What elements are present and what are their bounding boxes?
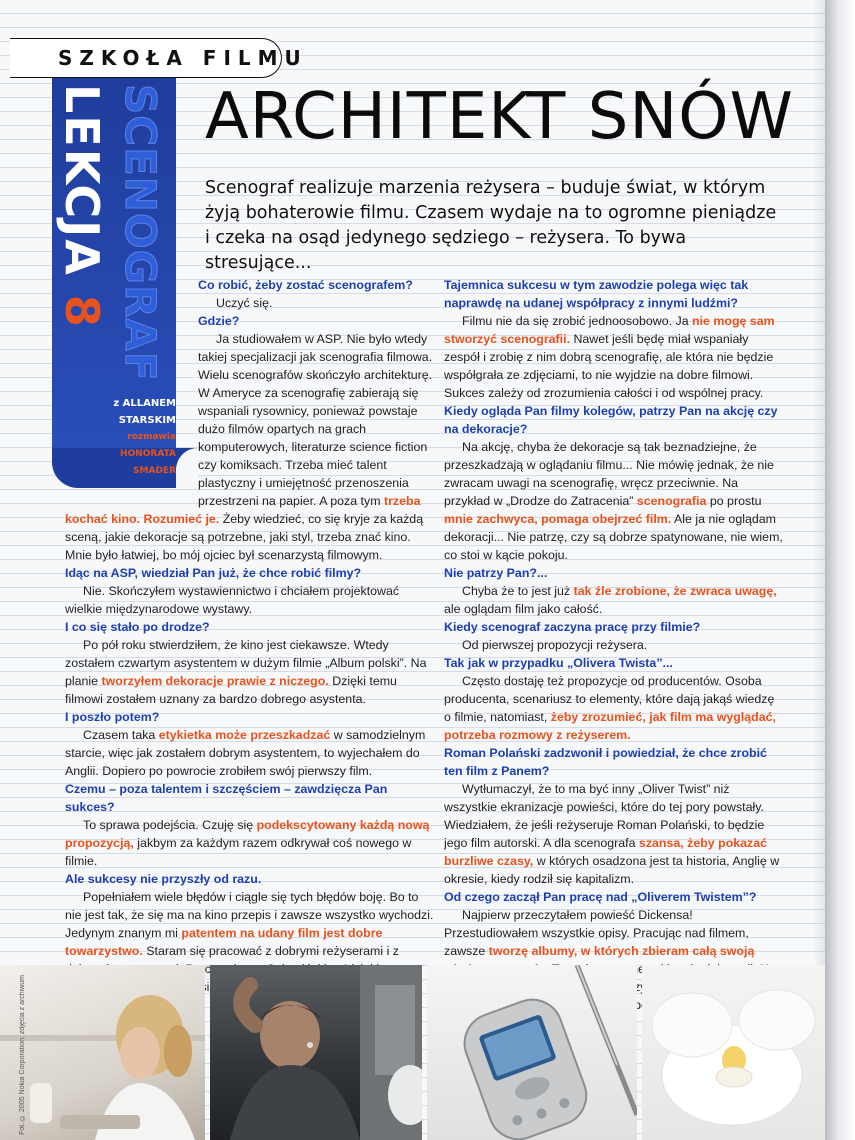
highlight-text: tworzę albumy, w których zbieram całą swoją [488,944,755,958]
interview-question [444,618,784,636]
highlight-text: patentem na udany film jest dobre towarzystwo. [65,926,383,958]
body-text: Staram się pracować z dobrymi reżyserami i z [146,944,399,958]
photo-man-illustration [210,965,422,1140]
body-text: Po pół roku stwierdziłem, że kino jest ciekawsze. Wtedy zostałem czwartym asystentem w dużym filmie „Album polski”. Na planie [65,638,427,688]
photo-phone [427,965,637,1140]
lead-paragraph: Scenograf realizuje marzenia reżysera – buduje świat, w którym żyją bohaterowie filmu. Czasem wydaje na to ogromne pieniądze i czeka na osąd jedynego sędziego – reżysera. To bywa stresujące... [205,178,777,273]
interview-question [444,276,784,312]
body-text: Gdzie? [198,314,240,328]
interview-answer [65,726,434,780]
body-text: Czasem taka [83,728,159,742]
highlight-text: nie mogę sam stworzyć scenografii. [444,314,775,346]
interview-question [444,744,784,780]
body-text: Chyba że to jest już [462,584,574,598]
interview-question [65,618,434,636]
interview-question [444,564,784,582]
byline-line: HONORATA [120,449,176,459]
interview-answer [444,438,784,564]
interview-answer [444,672,784,744]
body-text: Filmu nie da się zrobić jednoosobowo. Ja [462,314,693,328]
article-column-left [65,276,434,996]
body-text: I poszło potem? [65,710,160,724]
interview-answer [444,312,784,402]
phone-illustration [427,965,637,1140]
body-text: Ja studiowałem w ASP. Nie było wtedy takiej specjalizacji jak scenografia filmowa. Wielu scenografów skończyło architekturę. W Ameryce za scenografię zabierają się wspaniali rysownicy, ponieważ powstaje dużo filmów opartych na grach komputerowych, literaturze science fiction czy komiksach. Trzeba mieć talent plastyczny i umiejętność przenoszenia przestrzeni na papier. A poza tym [198,332,433,508]
interview-question [65,564,434,582]
lesson-number: 8 [55,294,109,329]
photo-credit: Fot. © 2005 Nokia Corporation; zdjęcia z archiwum [19,975,26,1135]
body-text: Kiedy scenograf zaczyna pracę przy filmie? [444,620,701,634]
body-text: Ale sukcesy nie przyszły od razu. [65,872,262,886]
body-text: To sprawa podejścia. Czuję się [83,818,257,832]
body-text: jakbym za każdym razem odkrywał coś nowego w filmie. [65,836,412,868]
body-text: Co robić, żeby zostać scenografem? [198,278,413,292]
highlight-text: etykietka może przeszkadzać [158,728,331,742]
sidebar-float-space [65,276,198,508]
byline-line: STARSKIM [118,415,176,426]
body-text: Popełniałem wiele błędów i ciągle się tych błędów boję. Bo to nie jest tak, że się ma na kino przepis i zawsze wszystko wychodzi. Jedynym znanym mi [65,890,434,940]
body-text: Nawet jeśli będę miał wspaniały zespół i zrobię z nim dobrą scenografię, ale która nie będzie współgrała ze zdjęciami, to nie wyjdzie na dobre filmowi. Sukces zależy od zrozumienia całości i od wspólnej pracy. [444,332,774,400]
body-text: Nie patrzy Pan?... [444,566,548,580]
body-text: Tak jak w przypadku „Olivera Twista”... [444,656,673,670]
interview-question [444,654,784,672]
highlight-text: żeby zrozumieć, jak film ma wyglądać, potrzeba rozmowy z reżyserem. [444,710,776,742]
body-text: Idąc na ASP, wiedział Pan już, że chce robić filmy? [65,566,362,580]
body-text: Wytłumaczył, że to ma być inny „Oliver Twist” niż wszystkie ekranizacje powieści, które do tej pory powstały. Wiedziałem, że jeśli reżyseruje Roman Polański, to będzie jego film autorski. A dla scenografa [444,782,765,850]
byline-line: rozmawia [127,432,176,442]
body-text: Żeby wiedzieć, co się kryje za każdą sceną, jakie dekoracje są potrzebne, jaki styl, trzeba znać kino. Mnie było łatwiej, bo mój ojciec był scenarzystą filmowym. [65,512,424,562]
body-text: Na akcję, chyba że dekoracje są tak beznadziejne, że przeszkadzają w oglądaniu filmu... Nie mówię jednak, że nie zwracam uwagi na scenografię, wręcz przeciwnie. Na przykład w „Drodze do Zatracenia” [444,440,774,508]
body-text: Nie. Skończyłem wystawiennictwo i chciałem projektować wielkie międzynarodowe wystawy. [65,584,400,616]
topic-label: SCENOGRAF [116,84,165,382]
body-text: Często dostaję też propozycje od producentów. Osoba producenta, scenariusz to elementy, które dają jakąś wiedzę o filmie, natomiast, [444,674,775,724]
highlight-text: tak źle zrobione, że zwraca uwagę, [573,584,777,598]
photo-man-relaxing [210,965,422,1140]
body-text: Kiedy ogląda Pan filmy kolegów, patrzy Pan na akcję czy na dekoracje? [444,404,778,436]
section-label: SZKOŁA FILMU [58,46,308,70]
interview-answer [444,636,784,654]
interview-question [65,708,434,726]
body-text: Tajemnica sukcesu w tym zawodzie polega więc tak naprawdę na udanej współpracy z innymi ludźmi? [444,278,749,310]
body-text: Od czego zaczął Pan pracę nad „Oliverem Twistem”? [444,890,757,904]
highlight-text: podekscytowany każdą nową propozycją, [65,818,430,850]
page-gutter [825,0,855,1140]
highlight-text: mnie zachwyca, pomaga obejrzeć film. [444,512,672,526]
interview-answer [65,816,434,870]
page-title: ARCHITEKT SNÓW [205,80,794,154]
interview-question [65,870,434,888]
body-text: Czemu – poza talentem i szczęściem – zawdzięcza Pan sukces? [65,782,388,814]
highlight-text: szansa, żeby pokazać burzliwe czasy, [444,836,768,868]
highlight-text: tworzyłem dekoracje prawie z niczego. [101,674,329,688]
interview-question [65,780,434,816]
highlight-text: trzeba kochać kino. Rozumieć je. [65,494,421,526]
body-text: w samodzielnym starcie, więc jak zostałem dobrym asystentem, to wyjechałem do Anglii. Dopiero po powrocie zrobiłem swój pierwszy film. [65,728,426,778]
body-text: Najpierw przeczytałem powieść Dickensa! Przestudiowałem wszystkie opisy. Pracując nad filmem, zawsze [444,908,749,958]
interview-answer [65,636,434,708]
body-text: Uczyć się. [216,296,273,310]
lesson-word: LEKCJA [55,84,109,277]
body-text: I co się stało po drodze? [65,620,210,634]
byline-line: SMADER [133,466,176,476]
byline-line: z ALLANEM [113,398,176,409]
interview-answer [444,582,784,618]
interview-question [444,402,784,438]
body-text: po prostu [706,494,762,508]
photo-strip [0,965,825,1140]
body-text: Roman Polański zadzwonił i powiedział, że chce zrobić ten film z Panem? [444,746,767,778]
body-text: Ale ja nie oglądam dekoracji... Nie patrzę, czy są dobrze spatynowane, nie wiem, co stoi w kącie pokoju. [444,512,783,562]
highlight-text: scenografia [636,494,707,508]
body-text: Dzięki temu filmowi zostałem uznany za bardzo dobrego asystenta. [65,674,397,706]
body-text: ale oglądam film jako całość. [444,602,603,616]
body-text: w których osadzona jest ta historia, Anglię w okresie, kiedy rodził się kapitalizm. [444,854,780,886]
article-column-right [444,276,784,1032]
interview-question [444,888,784,906]
interview-answer [444,780,784,888]
body-text: Od pierwszej propozycji reżysera. [462,638,648,652]
photo-orchid [642,965,825,1140]
interview-answer [65,582,434,618]
orchid-illustration [642,965,825,1140]
